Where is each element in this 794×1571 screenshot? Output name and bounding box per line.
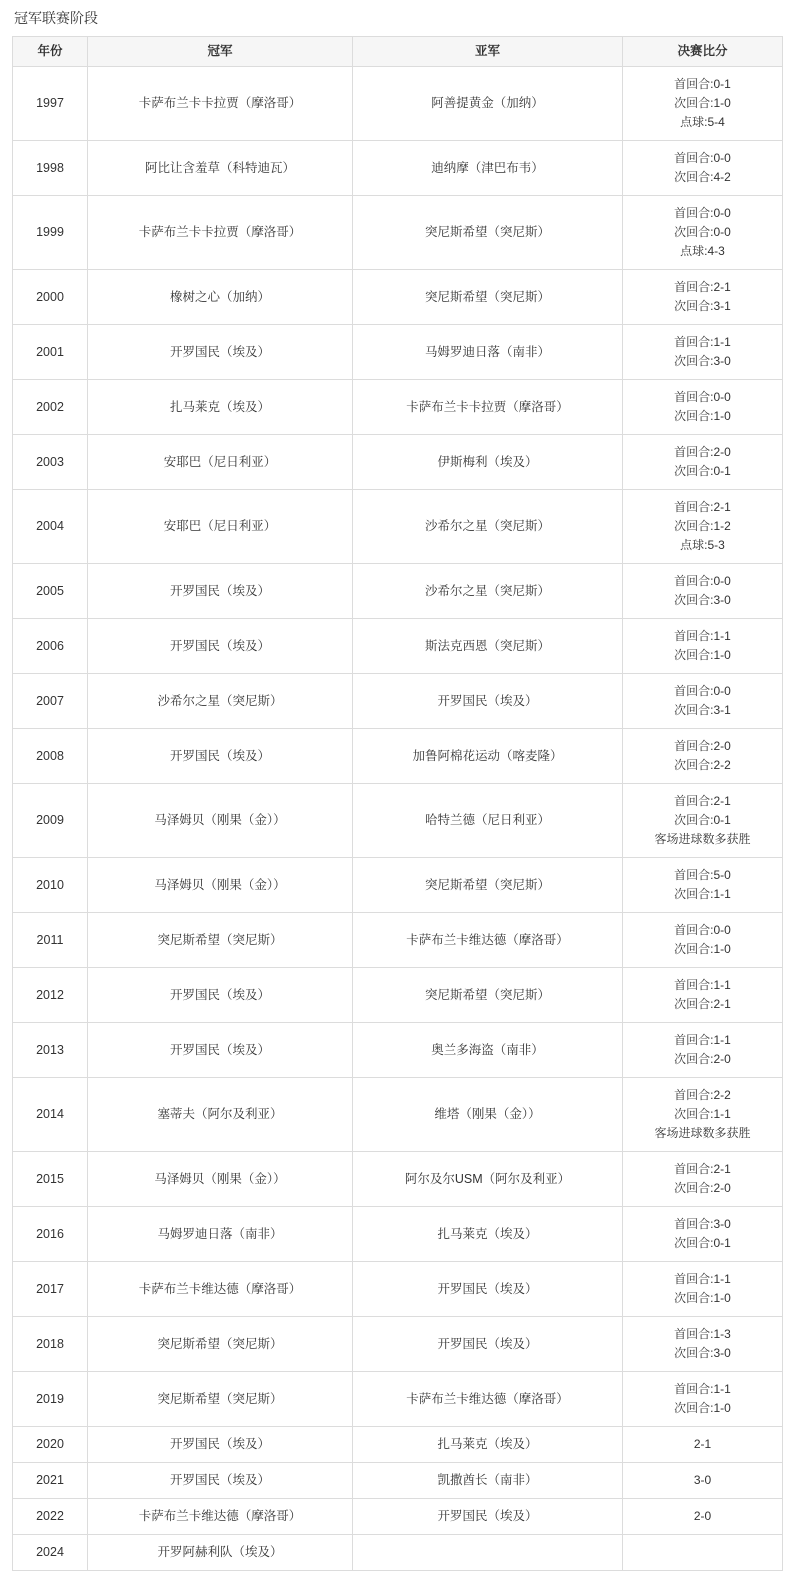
score-line: 次回合:4-2 (674, 170, 731, 184)
cell-year: 2019 (13, 1372, 88, 1427)
score-line: 次回合:3-0 (674, 593, 731, 607)
score-line: 点球:5-4 (680, 115, 725, 129)
score-line: 首回合:0-1 (674, 77, 731, 91)
champions-league-table (12, 36, 783, 1571)
cell-year: 2000 (13, 270, 88, 325)
cell-final-score (623, 1372, 783, 1427)
table-row (13, 1262, 783, 1317)
cell-runner-up: 斯法克西恩（突尼斯） (353, 619, 623, 674)
score-line: 次回合:0-1 (674, 1236, 731, 1250)
table-header (13, 37, 783, 67)
table-row (13, 564, 783, 619)
score-line: 2-1 (693, 1437, 712, 1451)
score-line: 次回合:0-1 (674, 813, 731, 827)
cell-final-score (623, 729, 783, 784)
table-row (13, 380, 783, 435)
cell-champion: 突尼斯希望（突尼斯） (88, 1372, 353, 1427)
cell-year: 2017 (13, 1262, 88, 1317)
cell-final-score (623, 1317, 783, 1372)
cell-runner-up: 阿尔及尔USM（阿尔及利亚） (353, 1152, 623, 1207)
cell-champion: 橡树之心（加纳） (88, 270, 353, 325)
cell-year: 2004 (13, 490, 88, 564)
cell-final-score (623, 674, 783, 729)
column-header-champion: 冠军 (88, 37, 353, 67)
cell-year: 2016 (13, 1207, 88, 1262)
table-row (13, 196, 783, 270)
score-line: 次回合:1-0 (674, 409, 731, 423)
cell-runner-up: 开罗国民（埃及） (353, 1499, 623, 1535)
cell-champion: 开罗国民（埃及） (88, 1463, 353, 1499)
cell-champion: 安耶巴（尼日利亚） (88, 435, 353, 490)
cell-year: 2020 (13, 1427, 88, 1463)
score-line: 次回合:2-0 (674, 1052, 731, 1066)
cell-final-score (623, 1078, 783, 1152)
cell-runner-up: 哈特兰德（尼日利亚） (353, 784, 623, 858)
column-header-final-score: 决赛比分 (623, 37, 783, 67)
cell-final-score (623, 325, 783, 380)
cell-runner-up: 突尼斯希望（突尼斯） (353, 968, 623, 1023)
score-line: 首回合:0-0 (674, 574, 731, 588)
table-row (13, 674, 783, 729)
cell-champion: 马姆罗迪日落（南非） (88, 1207, 353, 1262)
cell-year: 2024 (13, 1535, 88, 1571)
cell-final-score (623, 380, 783, 435)
score-line: 次回合:1-0 (674, 648, 731, 662)
score-line: 首回合:1-1 (674, 629, 731, 643)
cell-champion: 沙希尔之星（突尼斯） (88, 674, 353, 729)
cell-final-score (623, 564, 783, 619)
score-line: 次回合:1-0 (674, 96, 731, 110)
cell-final-score (623, 858, 783, 913)
cell-champion: 马泽姆贝（刚果（金）） (88, 858, 353, 913)
score-line: 首回合:1-1 (674, 335, 731, 349)
cell-final-score (623, 1463, 783, 1499)
cell-year: 2007 (13, 674, 88, 729)
cell-final-score (623, 913, 783, 968)
score-line: 次回合:1-0 (674, 1291, 731, 1305)
cell-runner-up: 卡萨布兰卡维达德（摩洛哥） (353, 1372, 623, 1427)
cell-year: 1997 (13, 67, 88, 141)
score-line: 首回合:2-0 (674, 739, 731, 753)
cell-champion: 开罗国民（埃及） (88, 1427, 353, 1463)
score-line: 次回合:2-1 (674, 997, 731, 1011)
cell-champion: 卡萨布兰卡维达德（摩洛哥） (88, 1499, 353, 1535)
cell-runner-up: 卡萨布兰卡卡拉贾（摩洛哥） (353, 380, 623, 435)
cell-runner-up: 开罗国民（埃及） (353, 1262, 623, 1317)
cell-final-score (623, 619, 783, 674)
cell-runner-up: 开罗国民（埃及） (353, 1317, 623, 1372)
score-line: 首回合:1-1 (674, 978, 731, 992)
cell-champion: 马泽姆贝（刚果（金）） (88, 784, 353, 858)
table-row (13, 490, 783, 564)
cell-runner-up (353, 1535, 623, 1571)
score-line: 首回合:5-0 (674, 868, 731, 882)
table-row (13, 1499, 783, 1535)
cell-champion: 阿比让含羞草（科特迪瓦） (88, 141, 353, 196)
score-line: 首回合:2-1 (674, 794, 731, 808)
cell-year: 2021 (13, 1463, 88, 1499)
cell-runner-up: 阿善提黄金（加纳） (353, 67, 623, 141)
score-line: 点球:4-3 (680, 244, 725, 258)
score-line: 次回合:3-0 (674, 354, 731, 368)
score-line: 首回合:2-1 (674, 500, 731, 514)
cell-year: 1999 (13, 196, 88, 270)
cell-final-score (623, 490, 783, 564)
score-line: 次回合:3-1 (674, 703, 731, 717)
table-row (13, 270, 783, 325)
cell-runner-up: 伊斯梅利（埃及） (353, 435, 623, 490)
score-line: 首回合:3-0 (674, 1217, 731, 1231)
cell-final-score (623, 435, 783, 490)
table-body (13, 67, 783, 1571)
score-line: 首回合:0-0 (674, 206, 731, 220)
table-row (13, 1207, 783, 1262)
cell-final-score (623, 784, 783, 858)
table-row (13, 141, 783, 196)
cell-runner-up: 突尼斯希望（突尼斯） (353, 270, 623, 325)
score-line: 次回合:1-0 (674, 1401, 731, 1415)
cell-champion: 开罗国民（埃及） (88, 325, 353, 380)
cell-runner-up: 突尼斯希望（突尼斯） (353, 196, 623, 270)
score-line: 首回合:2-1 (674, 1162, 731, 1176)
table-row (13, 1023, 783, 1078)
cell-year: 2014 (13, 1078, 88, 1152)
cell-champion: 开罗阿赫利队（埃及） (88, 1535, 353, 1571)
score-line: 客场进球数多获胜 (654, 1126, 751, 1140)
cell-year: 1998 (13, 141, 88, 196)
cell-champion: 卡萨布兰卡卡拉贾（摩洛哥） (88, 67, 353, 141)
score-line: 2-0 (693, 1509, 712, 1523)
score-line: 首回合:2-1 (674, 280, 731, 294)
cell-runner-up: 迪纳摩（津巴布韦） (353, 141, 623, 196)
cell-runner-up: 凯撒酋长（南非） (353, 1463, 623, 1499)
cell-runner-up: 维塔（刚果（金）） (353, 1078, 623, 1152)
table-row (13, 1535, 783, 1571)
score-line: 首回合:0-0 (674, 684, 731, 698)
score-line: 首回合:1-1 (674, 1382, 731, 1396)
score-line: 次回合:0-1 (674, 464, 731, 478)
score-line: 首回合:0-0 (674, 390, 731, 404)
cell-year: 2006 (13, 619, 88, 674)
score-line: 次回合:2-2 (674, 758, 731, 772)
cell-final-score (623, 1023, 783, 1078)
cell-runner-up: 扎马莱克（埃及） (353, 1207, 623, 1262)
cell-champion: 开罗国民（埃及） (88, 968, 353, 1023)
table-row (13, 913, 783, 968)
table-row (13, 435, 783, 490)
cell-final-score (623, 1499, 783, 1535)
cell-final-score (623, 968, 783, 1023)
cell-year: 2018 (13, 1317, 88, 1372)
score-line: 首回合:0-0 (674, 923, 731, 937)
cell-final-score (623, 1152, 783, 1207)
score-line: 首回合:1-1 (674, 1033, 731, 1047)
cell-final-score (623, 67, 783, 141)
table-row (13, 1427, 783, 1463)
table-row (13, 1152, 783, 1207)
cell-final-score (623, 1427, 783, 1463)
cell-final-score (623, 141, 783, 196)
table-row (13, 968, 783, 1023)
cell-runner-up: 沙希尔之星（突尼斯） (353, 564, 623, 619)
score-line: 次回合:3-0 (674, 1346, 731, 1360)
cell-final-score (623, 1535, 783, 1571)
score-line: 次回合:3-1 (674, 299, 731, 313)
cell-runner-up: 扎马莱克（埃及） (353, 1427, 623, 1463)
cell-runner-up: 卡萨布兰卡维达德（摩洛哥） (353, 913, 623, 968)
cell-champion: 开罗国民（埃及） (88, 564, 353, 619)
score-line: 次回合:0-0 (674, 225, 731, 239)
score-line: 次回合:1-2 (674, 519, 731, 533)
column-header-runner-up: 亚军 (353, 37, 623, 67)
cell-champion: 扎马莱克（埃及） (88, 380, 353, 435)
cell-runner-up: 突尼斯希望（突尼斯） (353, 858, 623, 913)
score-line: 次回合:2-0 (674, 1181, 731, 1195)
cell-runner-up: 加鲁阿棉花运动（喀麦隆） (353, 729, 623, 784)
cell-champion: 突尼斯希望（突尼斯） (88, 1317, 353, 1372)
cell-year: 2015 (13, 1152, 88, 1207)
cell-final-score (623, 1262, 783, 1317)
table-row (13, 1078, 783, 1152)
cell-runner-up: 沙希尔之星（突尼斯） (353, 490, 623, 564)
table-row (13, 325, 783, 380)
cell-runner-up: 马姆罗迪日落（南非） (353, 325, 623, 380)
score-line: 次回合:1-1 (674, 887, 731, 901)
cell-champion: 开罗国民（埃及） (88, 1023, 353, 1078)
cell-runner-up: 开罗国民（埃及） (353, 674, 623, 729)
table-header-row (13, 37, 783, 67)
cell-year: 2009 (13, 784, 88, 858)
cell-year: 2010 (13, 858, 88, 913)
cell-year: 2011 (13, 913, 88, 968)
table-row (13, 729, 783, 784)
score-line: 首回合:1-1 (674, 1272, 731, 1286)
cell-champion: 突尼斯希望（突尼斯） (88, 913, 353, 968)
table-row (13, 858, 783, 913)
cell-final-score (623, 1207, 783, 1262)
cell-champion: 卡萨布兰卡维达德（摩洛哥） (88, 1262, 353, 1317)
cell-year: 2022 (13, 1499, 88, 1535)
cell-final-score (623, 270, 783, 325)
table-row (13, 1317, 783, 1372)
score-line: 次回合:1-1 (674, 1107, 731, 1121)
cell-year: 2012 (13, 968, 88, 1023)
table-row (13, 619, 783, 674)
score-line: 首回合:2-2 (674, 1088, 731, 1102)
cell-year: 2008 (13, 729, 88, 784)
table-row (13, 1372, 783, 1427)
table-row (13, 784, 783, 858)
cell-year: 2002 (13, 380, 88, 435)
score-line: 点球:5-3 (680, 538, 725, 552)
score-line: 首回合:2-0 (674, 445, 731, 459)
cell-year: 2013 (13, 1023, 88, 1078)
column-header-year: 年份 (13, 37, 88, 67)
cell-year: 2001 (13, 325, 88, 380)
page-title: 冠军联赛阶段 (14, 10, 98, 26)
cell-champion: 安耶巴（尼日利亚） (88, 490, 353, 564)
score-line: 客场进球数多获胜 (654, 832, 751, 846)
table-row (13, 1463, 783, 1499)
cell-champion: 马泽姆贝（刚果（金）） (88, 1152, 353, 1207)
score-line: 首回合:1-3 (674, 1327, 731, 1341)
cell-year: 2003 (13, 435, 88, 490)
cell-champion: 开罗国民（埃及） (88, 729, 353, 784)
table-row (13, 67, 783, 141)
score-line: 首回合:0-0 (674, 151, 731, 165)
cell-final-score (623, 196, 783, 270)
cell-champion: 塞蒂夫（阿尔及利亚） (88, 1078, 353, 1152)
cell-champion: 卡萨布兰卡卡拉贾（摩洛哥） (88, 196, 353, 270)
score-line: 3-0 (693, 1473, 712, 1487)
cell-champion: 开罗国民（埃及） (88, 619, 353, 674)
cell-year: 2005 (13, 564, 88, 619)
score-line: 次回合:1-0 (674, 942, 731, 956)
cell-runner-up: 奥兰多海盗（南非） (353, 1023, 623, 1078)
